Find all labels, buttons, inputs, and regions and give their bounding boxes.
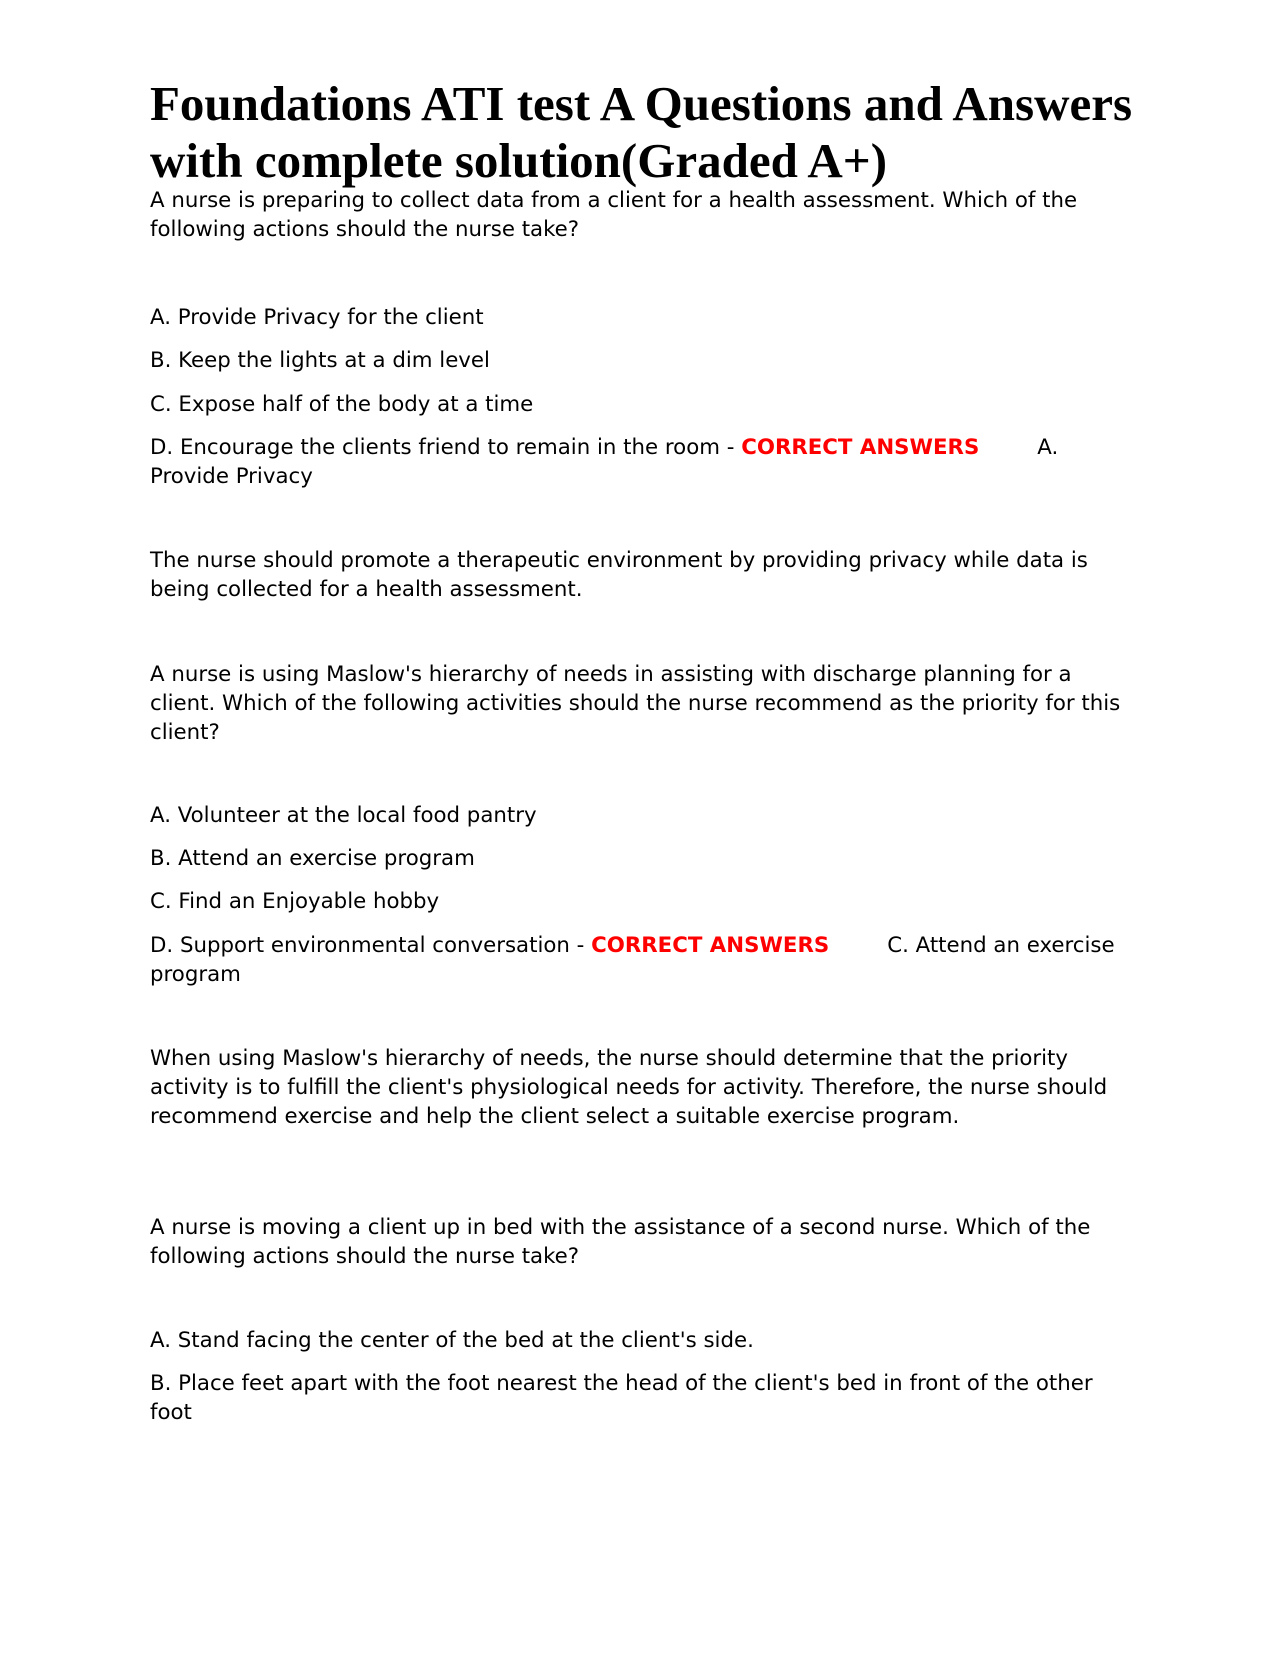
question-1-answer: A. Provide Privacy: [150, 435, 1059, 489]
option-d-text: D. Encourage the clients friend to remain in the room -: [150, 435, 742, 460]
correct-answer-label: CORRECT ANSWERS: [591, 933, 830, 958]
question-1-option-c: C. Expose half of the body at a time: [150, 392, 534, 417]
question-2-answer: C. Attend an exercise program: [150, 933, 1115, 987]
question-2-option-a: A. Volunteer at the local food pantry: [150, 803, 537, 828]
document-title: Foundations ATI test A Questions and Answers with complete solution(Graded A+): [150, 76, 1133, 188]
question-1-option-a: A. Provide Privacy for the client: [150, 305, 484, 330]
question-2-stem: A nurse is using Maslow's hierarchy of needs in assisting with discharge planning for a client. Which of the following activities should the nurse recommend as the priority for this client?: [150, 662, 1121, 745]
question-2-option-b: B. Attend an exercise program: [150, 846, 475, 871]
question-3-option-b: B. Place feet apart with the foot nearest the head of the client's bed in front of the other foot: [150, 1371, 1093, 1425]
question-2-rationale: When using Maslow's hierarchy of needs, the nurse should determine that the priority activity is to fulfill the client's physiological needs for activity. Therefore, the nurse should recommend exercise and help the client select a suitable exercise program.: [150, 1046, 1108, 1129]
question-1-option-b: B. Keep the lights at a dim level: [150, 348, 490, 373]
question-3-option-a: A. Stand facing the center of the bed at the client's side.: [150, 1328, 754, 1353]
question-2-option-c: C. Find an Enjoyable hobby: [150, 889, 440, 914]
question-3-stem: A nurse is moving a client up in bed with the assistance of a second nurse. Which of the following actions should the nurse take?: [150, 1215, 1091, 1269]
question-2-option-d: [150, 931, 1125, 989]
option-d-text: D. Support environmental conversation -: [150, 933, 592, 958]
question-1-option-d: [150, 433, 1125, 491]
question-1-stem: A nurse is preparing to collect data from a client for a health assessment. Which of the following actions should the nurse take?: [150, 188, 1078, 242]
question-1-rationale: The nurse should promote a therapeutic environment by providing privacy while data is being collected for a health assessment.: [150, 548, 1088, 602]
correct-answer-label: CORRECT ANSWERS: [741, 435, 980, 460]
